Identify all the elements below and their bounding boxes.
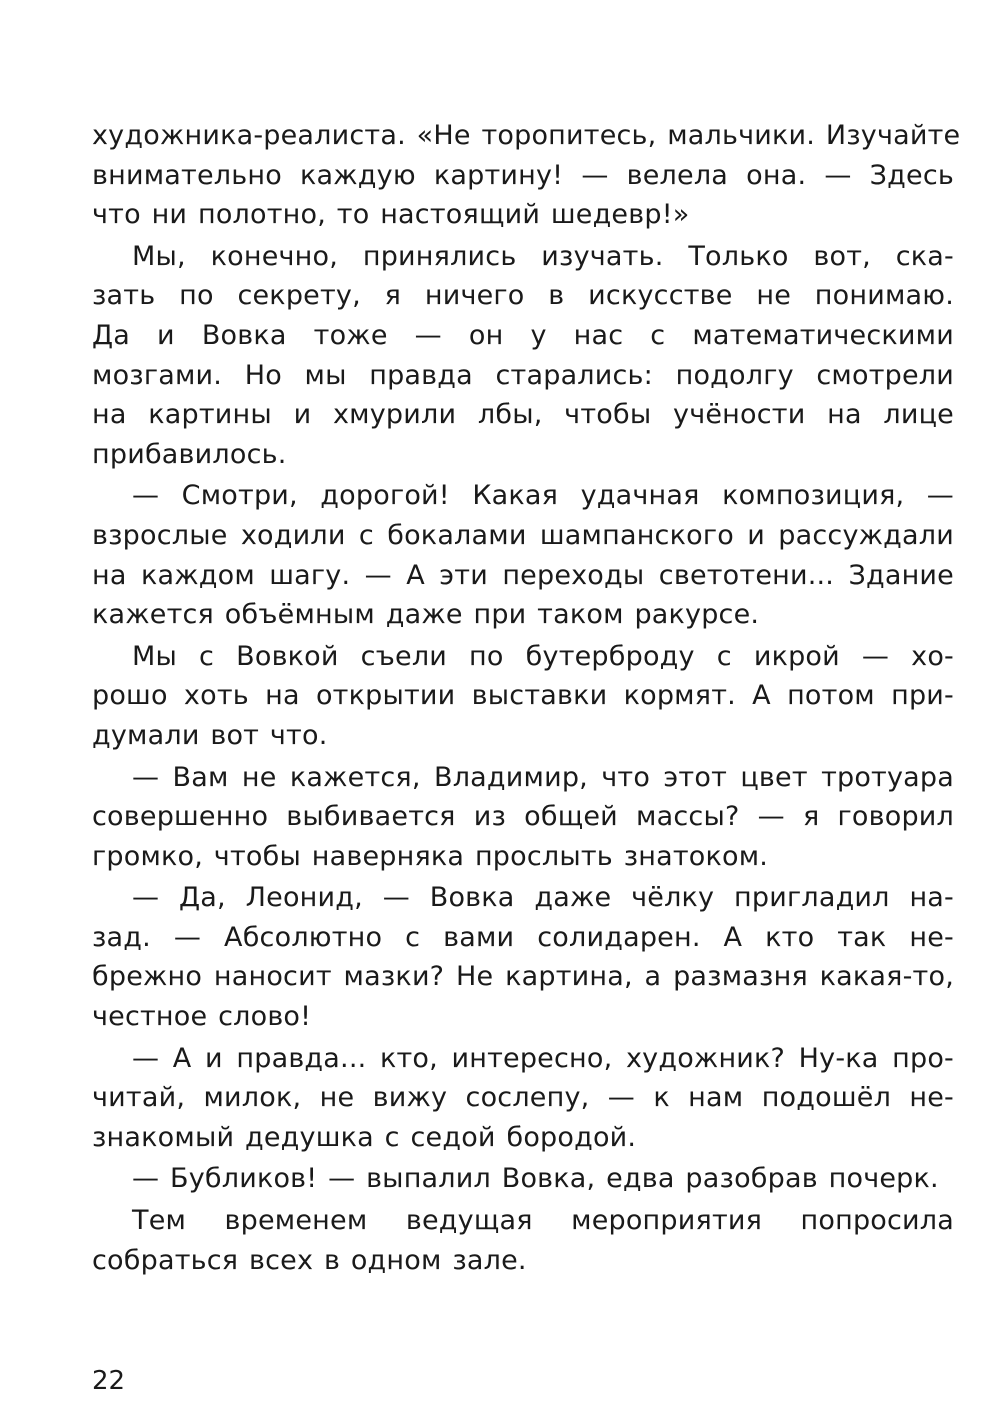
paragraph-first-line: — Смотри, дорогой! Какая удачная композиция, —	[132, 480, 954, 512]
text-line: честное слово!	[92, 1001, 312, 1033]
text-line: Да и Вовка тоже — он у нас с математическими	[92, 319, 954, 351]
text-line: мозгами. Но мы правда старались: подолгу смотрели	[92, 359, 954, 391]
text-line: на картины и хмурили лбы, чтобы учёности на лице	[92, 399, 954, 431]
text-line: собраться всех в одном зале.	[92, 1244, 527, 1276]
text-line: взрослые ходили с бокалами шампанского и рассуждали	[92, 519, 954, 551]
text-line: зать по секрету, я ничего в искусстве не понимаю.	[92, 280, 954, 312]
text-line: художника-реалиста. «Не торопитесь, мальчики. Изучайте	[92, 120, 961, 151]
text-line: на каждом шагу. — А эти переходы светотени... Здание	[92, 559, 954, 591]
text-line: зад. — Абсолютно с вами солидарен. А кто так не-	[92, 921, 954, 953]
text-line: совершенно выбивается из общей массы? — я говорил	[92, 801, 954, 833]
paragraph-first-line: — Вам не кажется, Владимир, что этот цвет тротуара	[132, 761, 954, 793]
page-number: 22	[92, 1366, 126, 1396]
text-line: думали вот что.	[92, 719, 328, 751]
text-line: что ни полотно, то настоящий шедевр!»	[92, 199, 690, 231]
paragraph-first-line: — А и правда... кто, интересно, художник? Ну-ка про-	[132, 1042, 954, 1074]
paragraph-first-line: Мы, конечно, принялись изучать. Только вот, ска-	[132, 240, 954, 272]
text-line: знакомый дедушка с седой бородой.	[92, 1121, 637, 1153]
text-line: рошо хоть на открытии выставки кормят. А потом при-	[92, 680, 954, 712]
text-line: кажется объёмным даже при таком ракурсе.	[92, 599, 760, 631]
paragraph-first-line: — Да, Леонид, — Вовка даже чёлку пригладил на-	[132, 882, 954, 914]
paragraph-first-line: — Бубликов! — выпалил Вовка, едва разобрав почерк.	[132, 1163, 939, 1195]
text-line: брежно наносит мазки? Не картина, а размазня какая-то,	[92, 961, 954, 993]
text-line: внимательно каждую картину! — велела она. — Здесь	[92, 159, 954, 191]
text-line: читай, милок, не вижу сослепу, — к нам подошёл не-	[92, 1082, 954, 1114]
text-line: прибавилось.	[92, 438, 287, 470]
text-line: громко, чтобы наверняка прослыть знатоком.	[92, 840, 769, 872]
body-text	[92, 116, 961, 1280]
paragraph-first-line: Мы с Вовкой съели по бутерброду с икрой — хо-	[132, 640, 954, 672]
paragraph-first-line: Тем временем ведущая мероприятия попросила	[132, 1205, 954, 1237]
